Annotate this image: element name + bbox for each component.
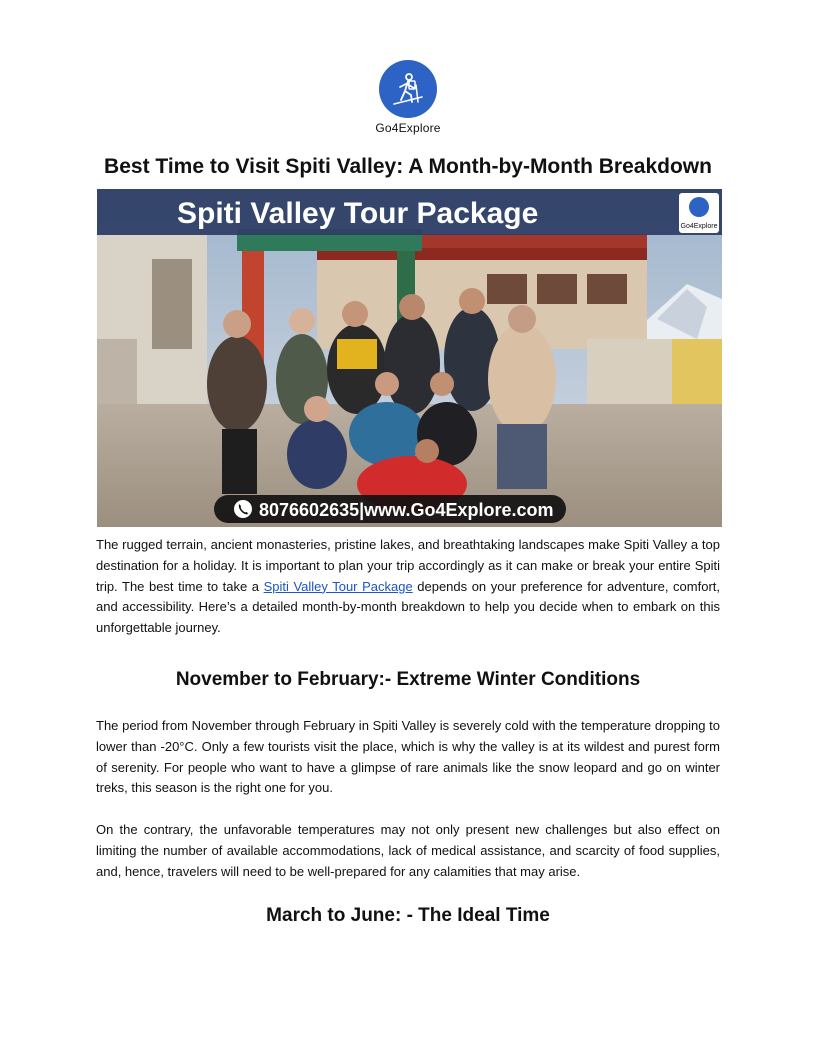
page-title: Best Time to Visit Spiti Valley: A Month-by-Month Breakdown bbox=[104, 155, 712, 178]
winter-paragraph-1: The period from November through February in Spiti Valley is severely cold with the temperature dropping to lower than -20°C. Only a few tourists visit the place, which is why the valley is at its wildest and purest form of serenity. For people who want to have a glimpse of rare animals like the snow leopard and go on winter treks, this season is the right one for you. bbox=[96, 718, 720, 796]
phone-icon bbox=[234, 500, 252, 518]
tour-package-link[interactable]: Spiti Valley Tour Package bbox=[263, 578, 413, 594]
contact-info: 8076602635|www.Go4Explore.com bbox=[259, 500, 554, 520]
hero-image bbox=[97, 189, 722, 527]
brand-logo bbox=[0, 60, 816, 135]
intro-text-before: The rugged terrain, ancient monasteries, pristine lakes, and breathtaking landscapes make Spiti Valley a top destination for a holiday. It is important to plan your trip accordingly as it can make or break your entire Spiti trip. The best time to take a bbox=[96, 537, 720, 594]
banner-title: Spiti Valley Tour Package bbox=[177, 197, 539, 230]
hiker-icon bbox=[689, 197, 709, 217]
logo-brand-text: Go4Explore bbox=[375, 121, 441, 135]
badge-brand: Go4Explore bbox=[680, 223, 718, 230]
intro-paragraph bbox=[96, 535, 720, 639]
winter-paragraph-2: On the contrary, the unfavorable temperatures may not only present new challenges but also effect on limiting the number of available accommodations, lack of medical assistance, and scarcity of food supplies, and, hence, travelers will need to be well-prepared for any calamities that may arise. bbox=[96, 822, 720, 879]
section-heading-ideal: March to June: - The Ideal Time bbox=[266, 905, 550, 926]
hiker-icon bbox=[379, 60, 437, 118]
intro-text-after: depends on your preference for adventure, comfort, and accessibility. Here’s a detailed month-by-month breakdown to help you decide when to embark on this unforgettable journey. bbox=[96, 578, 720, 636]
section-heading-winter: November to February:- Extreme Winter Conditions bbox=[175, 669, 641, 690]
